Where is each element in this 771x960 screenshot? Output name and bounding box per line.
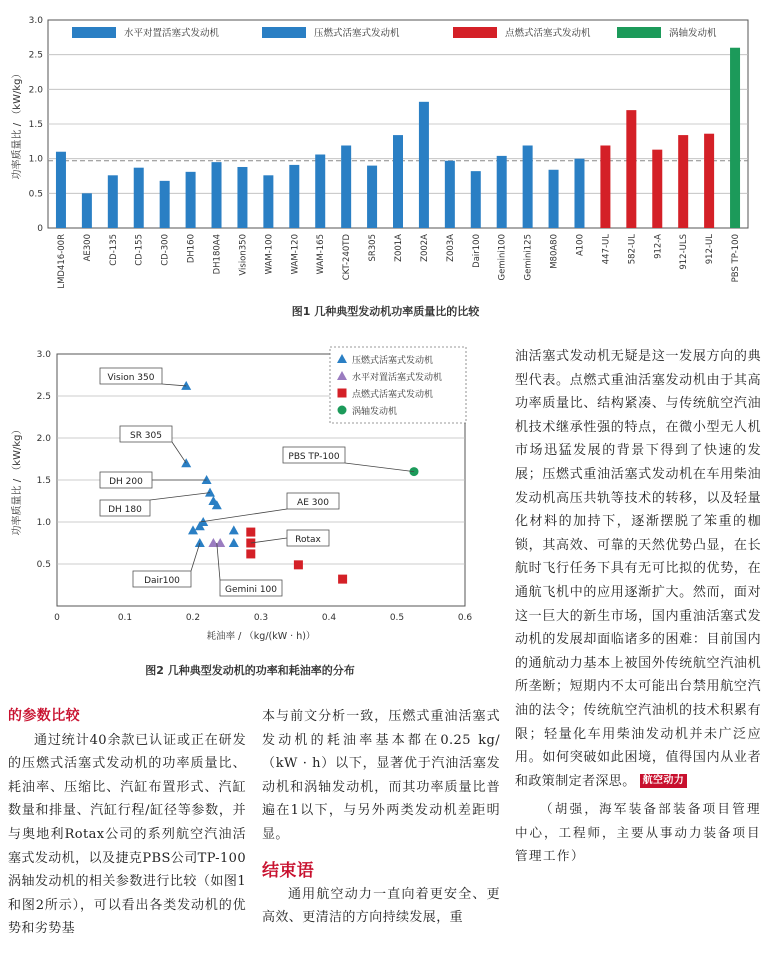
- bar: [186, 172, 196, 228]
- x-tick-label: 582-UL: [627, 234, 638, 265]
- y-tick-label: 0.5: [36, 560, 51, 570]
- text-column-1: [8, 705, 246, 941]
- bar: [523, 145, 533, 228]
- bar: [419, 102, 429, 228]
- bar: [626, 110, 636, 228]
- y-axis-label: 功率质量比 / （kW/kg）: [12, 424, 23, 536]
- x-tick-label: 0: [54, 613, 60, 623]
- y-tick-label: 1.0: [28, 154, 43, 165]
- legend-label: 点燃式活塞式发动机: [505, 28, 591, 39]
- legend-swatch: [262, 27, 306, 38]
- bar: [315, 155, 325, 228]
- legend-label: 点燃式活塞式发动机: [352, 390, 434, 400]
- bar: [212, 162, 222, 228]
- y-tick-label: 2.0: [28, 85, 43, 96]
- x-tick-label: DH160: [186, 234, 197, 264]
- x-tick-label: A100: [575, 234, 586, 257]
- y-tick-label: 2.5: [28, 50, 43, 61]
- point-square: [338, 389, 347, 398]
- y-tick-label: 0: [37, 224, 43, 234]
- paragraph: 油活塞式发动机无疑是这一发展方向的典型代表。点燃式重油活塞发动机由于其高功率质量比、结构紧凑、与传统航空汽油机技术继承性强的特点，在微小型无人机市场迅猛发展的背景下得到了快速的发展；压燃式重油活塞式发动机在车用柴油发动机高压共轨等技术的转移，以及轻量化材料的加持下，逐渐摆脱了笨重的枷锁，其高效、可靠的天然优势凸显，在长航时飞行任务下具有无可比拟的优势，在通航飞机中的应用逐渐扩大。然而，面对这一巨大的新生市场，国内重油活塞式发动机的发展却面临诸多的困难：目前国内的通航动力基本上被国外传统航空汽油机所垄断；短期内不太可能出台禁用航空汽油的法令；传统航空汽油机的技术积累有限；轻量化车用柴油发动机并未广泛应用。如何突破如此困境，值得国内从业者和政策制定者深思。: [515, 349, 761, 789]
- annotation-label: DH 180: [108, 505, 142, 515]
- y-tick-label: 0.5: [28, 189, 43, 200]
- x-tick-label: 0.1: [117, 613, 133, 623]
- bar: [652, 150, 662, 228]
- legend-label: 压燃式活塞式发动机: [314, 28, 400, 39]
- x-tick-label: AE300: [82, 234, 93, 262]
- y-tick-label: 2.0: [36, 434, 51, 444]
- bar: [289, 165, 299, 228]
- y-tick-label: 1.5: [28, 120, 43, 130]
- paragraph: 本与前文分析一致，压燃式重油活塞式发动机的耗油率基本都在0.25 kg/（kW · h）以下，显著优于汽油活塞发动机和涡轴发动机，而其功率质量比普遍在1以下，与另外两类发动机差距明显。: [262, 709, 500, 842]
- x-tick-label: Dair100: [471, 234, 482, 268]
- author-note: （胡强，海军装备部装备项目管理中心，工程师，主要从事动力装备项目管理工作）: [515, 801, 761, 864]
- bar: [549, 170, 559, 228]
- bar: [82, 193, 92, 228]
- bar: [704, 134, 714, 228]
- point-square: [246, 549, 255, 558]
- annotation-label: DH 200: [109, 477, 143, 487]
- x-tick-label: Z002A: [419, 234, 430, 262]
- annotation-label: Rotax: [295, 535, 321, 545]
- y-tick-label: 1.0: [36, 518, 51, 528]
- bar: [134, 168, 144, 228]
- x-tick-label: 912-ULS: [679, 234, 690, 270]
- fig2-caption: 图2 几种典型发动机的功率和耗油率的分布: [145, 664, 355, 677]
- x-tick-label: Gemini125: [523, 234, 534, 281]
- x-tick-label: WAM-165: [316, 234, 327, 275]
- x-tick-label: CD-155: [134, 234, 145, 266]
- annotation-label: Vision 350: [107, 373, 155, 383]
- paragraph: 通用航空动力一直向着更安全、更高效、更清洁的方向持续发展，重: [262, 886, 500, 926]
- fig1-caption: 图1 几种典型发动机功率质量比的比较: [291, 305, 480, 318]
- point-square: [294, 560, 303, 569]
- bar: [445, 161, 455, 228]
- bar: [471, 171, 481, 228]
- bar: [56, 152, 66, 228]
- y-tick-label: 3.0: [36, 350, 51, 360]
- point-square: [246, 528, 255, 537]
- bar: [497, 156, 507, 228]
- x-tick-label: 0.5: [389, 613, 405, 623]
- bar: [108, 175, 118, 228]
- x-tick-label: 0.4: [321, 613, 337, 623]
- text-column-2: [262, 705, 500, 930]
- legend-label: 涡轴发动机: [669, 28, 717, 39]
- fig1-chart: [0, 0, 771, 300]
- legend-swatch: [453, 27, 497, 38]
- section-heading-comparison: 的参数比较: [8, 708, 80, 724]
- fig2-chart: [0, 330, 500, 660]
- x-tick-label: WAM-100: [264, 234, 275, 275]
- x-tick-label: LMD416-00R: [56, 234, 67, 289]
- legend-swatch: [617, 27, 661, 38]
- legend-label: 压燃式活塞式发动机: [352, 356, 434, 366]
- x-tick-label: Z001A: [394, 234, 404, 262]
- annotation-label: PBS TP-100: [288, 452, 340, 462]
- x-tick-label: Gemini100: [497, 234, 508, 281]
- bar: [263, 175, 273, 228]
- bar: [237, 167, 247, 228]
- y-tick-label: 2.5: [36, 392, 51, 402]
- x-tick-label: Vision350: [238, 234, 249, 276]
- bar: [367, 166, 377, 228]
- bar: [393, 135, 403, 228]
- bar: [730, 48, 740, 228]
- legend-swatch: [72, 27, 116, 38]
- y-tick-label: 3.0: [28, 16, 43, 26]
- x-tick-label: CKT-240TD: [342, 234, 353, 281]
- x-tick-label: WAM-120: [290, 234, 301, 275]
- x-tick-label: CD-300: [160, 234, 171, 266]
- section-heading-conclusion: 结束语: [262, 860, 315, 881]
- x-tick-label: 447-UL: [601, 234, 612, 265]
- x-tick-label: 912-UL: [705, 234, 716, 265]
- x-tick-label: CD-135: [108, 234, 119, 266]
- annotation-label: Dair100: [144, 576, 180, 586]
- column-tag: 航空动力: [640, 774, 688, 788]
- text-column-3: [515, 345, 761, 868]
- y-tick-label: 1.5: [36, 476, 51, 486]
- bar: [678, 135, 688, 228]
- bar: [574, 159, 584, 228]
- bar: [160, 181, 170, 228]
- annotation-label: SR 305: [129, 431, 163, 441]
- annotation-label: Gemini 100: [224, 585, 278, 595]
- bar: [600, 145, 610, 228]
- y-axis-label: 功率质量比 / （kW/kg）: [12, 68, 23, 180]
- x-tick-label: PBS TP-100: [731, 234, 742, 283]
- x-tick-label: DH180A4: [212, 234, 223, 275]
- x-tick-label: 0.6: [457, 613, 473, 623]
- x-tick-label: M80A80: [549, 234, 560, 269]
- x-tick-label: 912-A: [653, 234, 664, 259]
- legend-label: 水平对置活塞式发动机: [352, 373, 443, 383]
- bar: [341, 145, 351, 228]
- point-circle: [338, 406, 347, 415]
- legend-label: 涡轴发动机: [352, 407, 398, 417]
- x-tick-label: Z003A: [445, 234, 456, 262]
- legend-label: 水平对置活塞式发动机: [124, 28, 220, 39]
- annotation-label: AE 300: [297, 498, 329, 508]
- x-tick-label: 0.2: [185, 613, 201, 623]
- x-tick-label: SR305: [368, 234, 379, 262]
- x-axis-label: 耗油率 / （kg/(kW · h)）: [206, 631, 316, 642]
- paragraph: 通过统计40余款已认证或正在研发的压燃式活塞式发动机的功率质量比、耗油率、压缩比、汽缸布置形式、汽缸数量和排量、汽缸行程/缸径等参数，并与奥地利Rotax公司的系列航空汽油活塞式发动机，以及捷克PBS公司TP-100涡轴发动机的相关参数进行比较（如图1和图2所示），可以看出各类发动机的优势和劣势基: [8, 732, 246, 937]
- x-tick-label: 0.3: [253, 613, 269, 623]
- point-square: [338, 575, 347, 584]
